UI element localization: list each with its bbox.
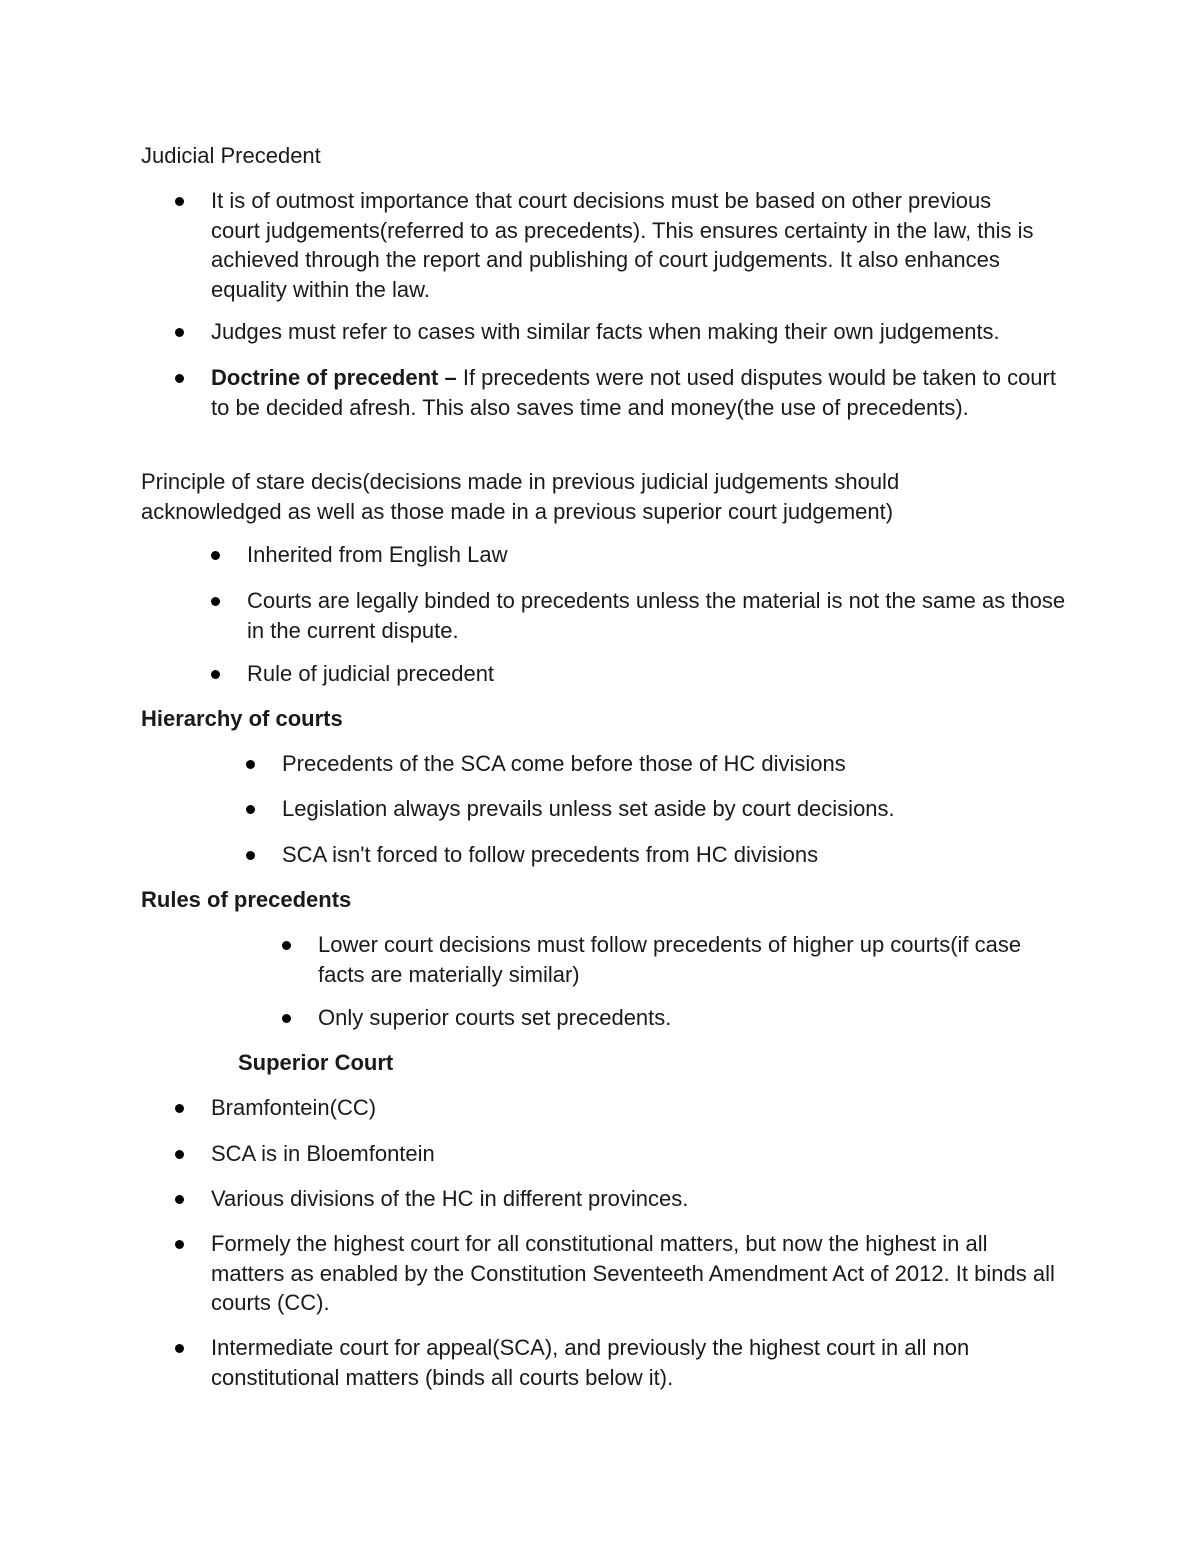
list-item-text: Intermediate court for appeal(SCA), and previously the highest court in all non constitutional matters (binds all courts below it).: [211, 1335, 970, 1390]
list-item: [282, 1003, 1032, 1033]
list-item: [175, 1093, 1055, 1123]
list-item-text: Lower court decisions must follow precedents of higher up courts(if case facts are materially similar): [318, 932, 1022, 987]
list-item: [282, 930, 1032, 989]
list-item: [246, 840, 1066, 870]
list-item: [175, 317, 1075, 347]
bullet-icon: [246, 760, 255, 769]
bullet-icon: [282, 941, 291, 950]
list-item: [175, 1333, 1055, 1392]
superior-heading: Superior Court: [238, 1050, 394, 1075]
bullet-icon: [175, 328, 184, 337]
list-item: [246, 749, 1066, 779]
list-item: [175, 1139, 1055, 1169]
list-item-text: Rule of judicial precedent: [247, 661, 495, 686]
bullet-icon: [175, 1240, 184, 1249]
document-title: Judicial Precedent: [141, 143, 321, 168]
list-item: [211, 586, 1071, 645]
bullet-icon: [175, 197, 184, 206]
list-item: [246, 794, 1066, 824]
list-item-text: Inherited from English Law: [247, 542, 508, 567]
bullet-icon: [175, 1150, 184, 1159]
bullet-icon: [282, 1014, 291, 1023]
list-item-text: Judges must refer to cases with similar facts when making their own judgements.: [211, 319, 1000, 344]
list-item-text: Legislation always prevails unless set aside by court decisions.: [282, 796, 895, 821]
doctrine-term: Doctrine of precedent –: [211, 365, 457, 390]
list-item-text: Various divisions of the HC in different provinces.: [211, 1186, 689, 1211]
list-item-text: Bramfontein(CC): [211, 1095, 377, 1120]
bullet-icon: [175, 374, 184, 383]
bullet-icon: [175, 1195, 184, 1204]
list-item-text: SCA is in Bloemfontein: [211, 1141, 435, 1166]
list-item-text: Precedents of the SCA come before those of HC divisions: [282, 751, 846, 776]
bullet-icon: [175, 1344, 184, 1353]
bullet-icon: [175, 1104, 184, 1113]
bullet-icon: [211, 551, 220, 560]
list-item: [175, 186, 1035, 304]
bullet-icon: [246, 805, 255, 814]
bullet-icon: [246, 851, 255, 860]
list-item: [175, 1184, 1055, 1214]
list-item-text: Only superior courts set precedents.: [318, 1005, 672, 1030]
list-item: [175, 1229, 1055, 1318]
bullet-icon: [211, 597, 220, 606]
list-item-text: Formely the highest court for all constitutional matters, but now the highest in all matters as enabled by the Constitution Seventeeth Amendment Act of 2012. It binds all courts (CC).: [211, 1231, 1055, 1315]
list-item: [211, 540, 1071, 570]
stare-decis-paragraph: Principle of stare decis(decisions made in previous judicial judgements should acknowledged as well as those made in a previous superior court judgement): [141, 469, 900, 524]
bullet-icon: [211, 670, 220, 679]
list-item-text: It is of outmost importance that court decisions must be based on other previous court judgements(referred to as precedents). This ensures certainty in the law, this is achieved through the report and publishing of court judgements. It also enhances equality within the law.: [211, 188, 1034, 302]
list-item: [211, 659, 1071, 689]
hierarchy-heading: Hierarchy of courts: [141, 706, 343, 731]
list-item: [175, 363, 1065, 422]
list-item-text: SCA isn't forced to follow precedents from HC divisions: [282, 842, 819, 867]
list-item-text: Courts are legally binded to precedents unless the material is not the same as those in the current dispute.: [247, 588, 1066, 643]
doctrine-text: If precedents were not used disputes would be taken to court to be decided afresh. This also saves time and money(the use of precedents).: [211, 365, 1056, 420]
rules-heading: Rules of precedents: [141, 887, 352, 912]
